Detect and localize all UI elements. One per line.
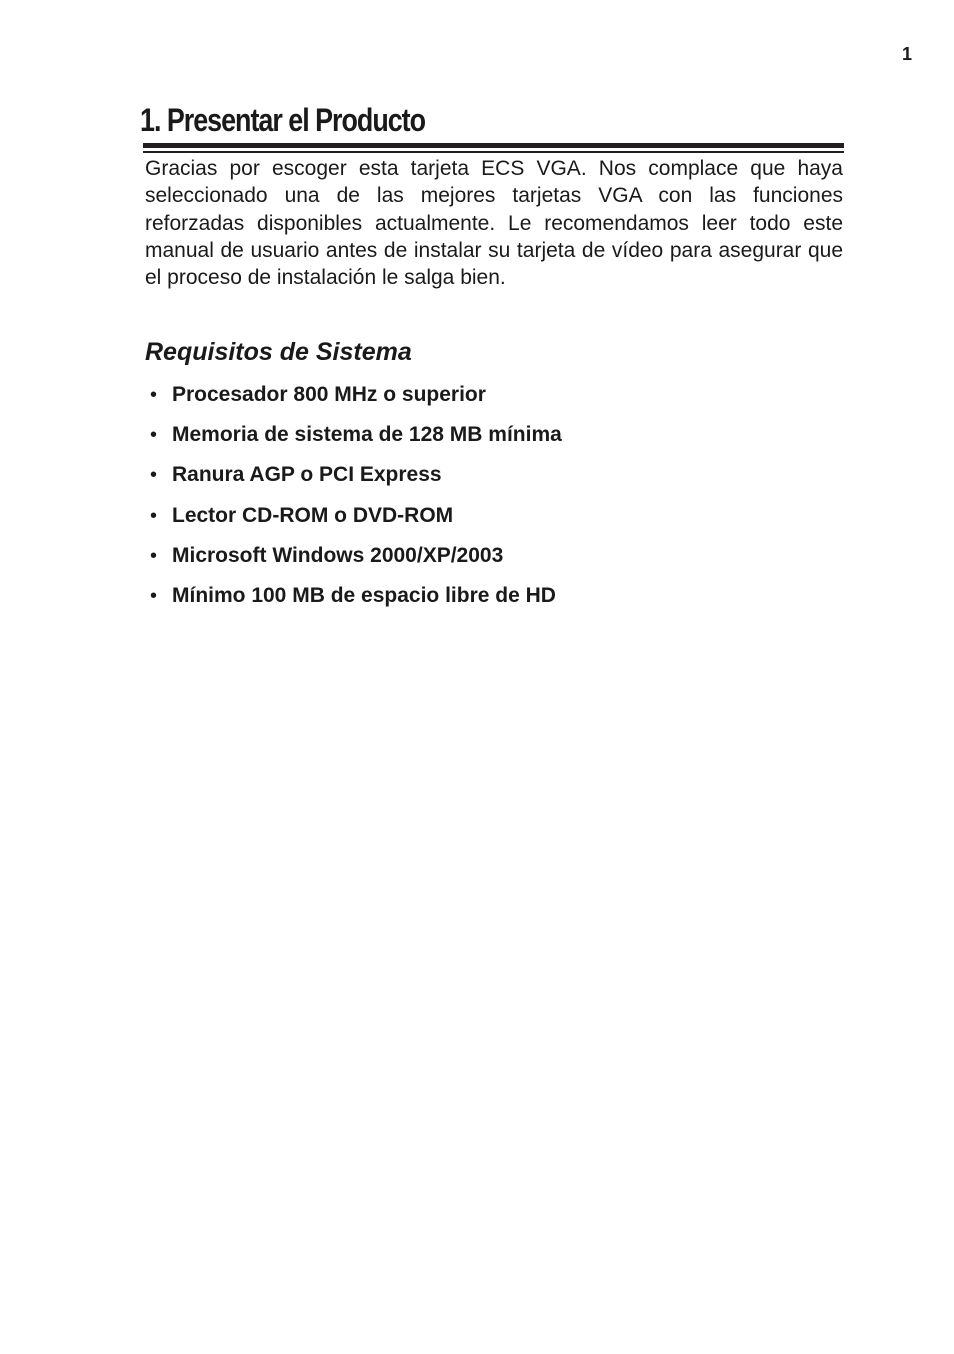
list-item bbox=[150, 582, 562, 622]
requirements-list bbox=[150, 381, 562, 622]
list-item-text: Mínimo 100 MB de espacio libre de HD bbox=[172, 583, 556, 607]
page-number: 1 bbox=[902, 44, 913, 64]
bullet: • bbox=[150, 384, 158, 406]
page-title: 1. Presentar el Producto bbox=[140, 102, 426, 138]
list-item-text: Microsoft Windows 2000/XP/2003 bbox=[172, 543, 504, 567]
list-item bbox=[150, 421, 562, 461]
bullet: • bbox=[150, 464, 158, 487]
list-item-text: Ranura AGP o PCI Express bbox=[172, 463, 442, 487]
intro-paragraph: Gracias por escoger esta tarjeta ECS VGA. Nos complace que haya seleccionado una de las mejores tarjetas VGA con las funciones reforzadas disponibles actualmente. Le recomendamos leer todo este manual de usuario antes de instalar su tarjeta de vídeo para asegurar que el proceso de instalación le salga bien. bbox=[145, 157, 843, 290]
bullet: • bbox=[150, 504, 158, 527]
bullet: • bbox=[150, 424, 158, 447]
title-rule-thick bbox=[143, 143, 844, 148]
requirements-heading: Requisitos de Sistema bbox=[145, 338, 412, 366]
list-item-text: Memoria de sistema de 128 MB mínima bbox=[172, 423, 562, 447]
bullet: • bbox=[150, 584, 158, 607]
list-item-text: Procesador 800 MHz o superior bbox=[172, 383, 486, 406]
list-item bbox=[150, 542, 562, 582]
list-item bbox=[150, 381, 562, 421]
title-rule-thin bbox=[143, 151, 844, 153]
list-item bbox=[150, 461, 562, 501]
bullet: • bbox=[150, 544, 158, 567]
list-item-text: Lector CD-ROM o DVD-ROM bbox=[172, 503, 454, 527]
list-item bbox=[150, 502, 562, 542]
